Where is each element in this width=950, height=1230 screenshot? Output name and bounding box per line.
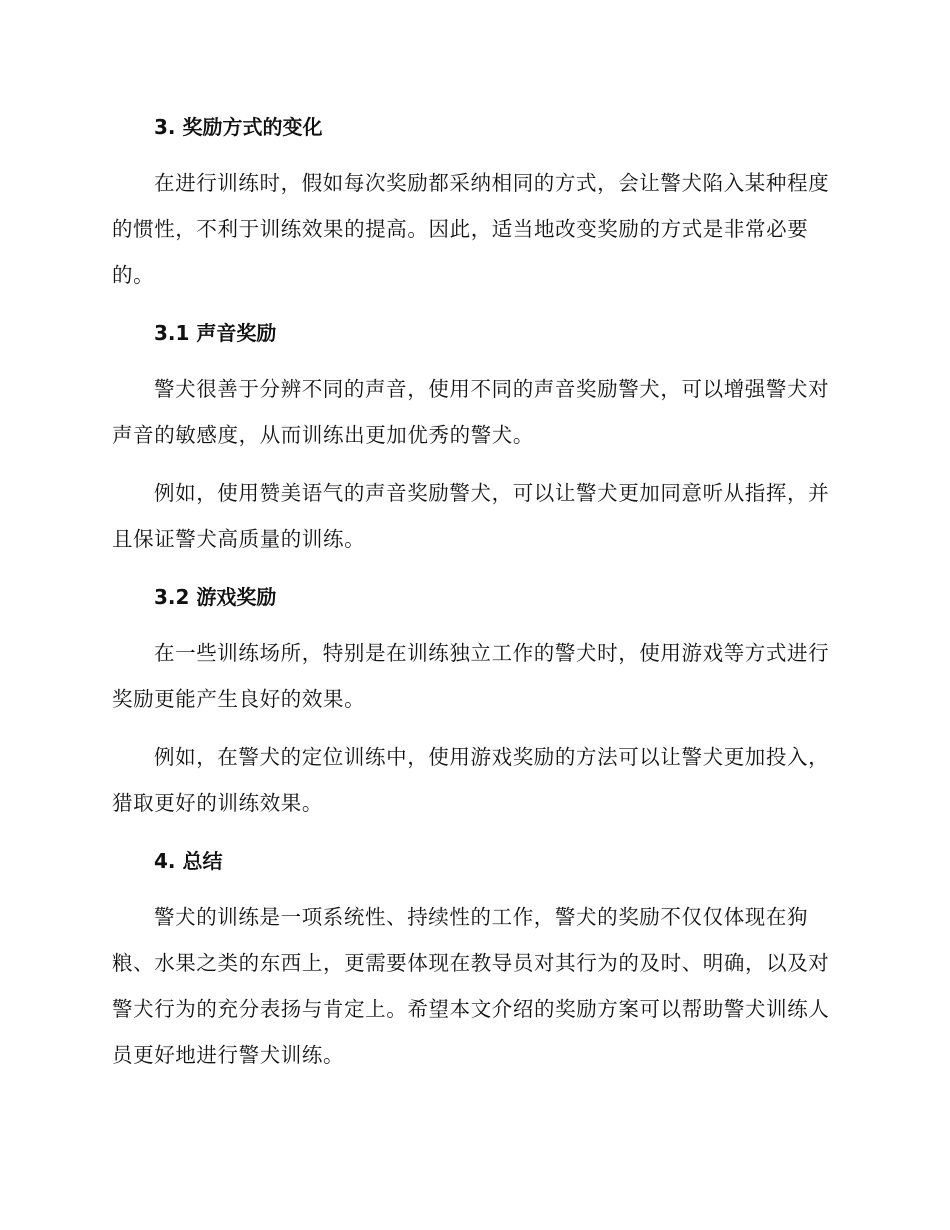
section-3-paragraph: 在进行训练时，假如每次奖励都采纳相同的方式，会让警犬陷入某种程度的惯性，不利于训练效果的提高。因此，适当地改变奖励的方式是非常必要的。 bbox=[112, 171, 830, 287]
section-3-1-paragraph-1: 警犬很善于分辨不同的声音，使用不同的声音奖励警犬，可以增强警犬对声音的敏感度，从而训练出更加优秀的警犬。 bbox=[112, 377, 830, 447]
section-3-1-heading: 3.1 声音奖励 bbox=[154, 321, 277, 345]
section-3-2-paragraph-2: 例如，在警犬的定位训练中，使用游戏奖励的方法可以让警犬更加投入，猎取更好的训练效果。 bbox=[112, 745, 830, 815]
section-4-paragraph: 警犬的训练是一项系统性、持续性的工作，警犬的奖励不仅仅体现在狗粮、水果之类的东西上，更需要体现在教导员对其行为的及时、明确，以及对警犬行为的充分表扬与肯定上。希望本文介绍的奖励方案可以帮助警犬训练人员更好地进行警犬训练。 bbox=[112, 905, 830, 1067]
section-3-2-heading: 3.2 游戏奖励 bbox=[154, 585, 277, 609]
document-body bbox=[112, 104, 842, 1078]
section-4-heading: 4. 总结 bbox=[154, 849, 223, 873]
section-3-1-paragraph-2: 例如，使用赞美语气的声音奖励警犬，可以让警犬更加同意听从指挥，并且保证警犬高质量的训练。 bbox=[112, 481, 830, 551]
section-3-2-paragraph-1: 在一些训练场所，特别是在训练独立工作的警犬时，使用游戏等方式进行奖励更能产生良好的效果。 bbox=[112, 641, 830, 711]
section-3-heading: 3. 奖励方式的变化 bbox=[154, 115, 323, 139]
